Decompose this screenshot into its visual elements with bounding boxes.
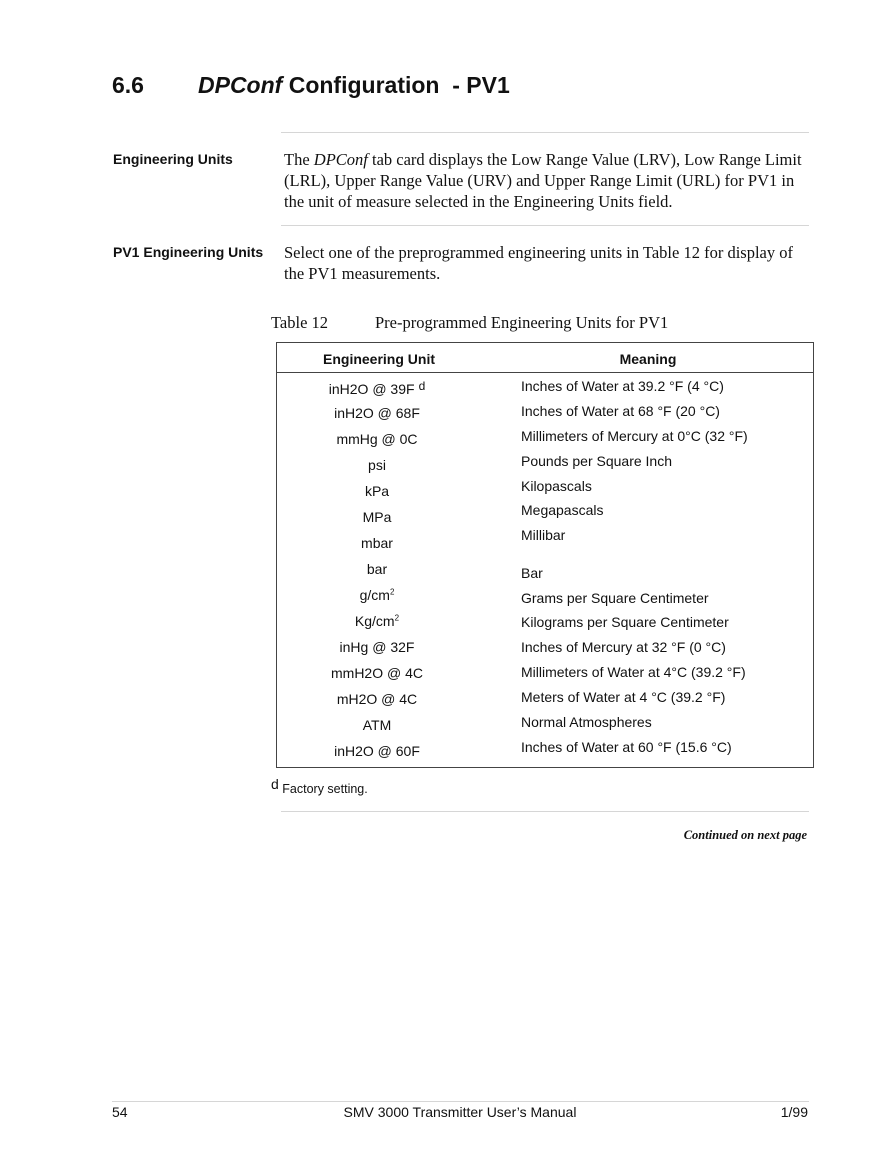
footer-title: SMV 3000 Transmitter User’s Manual (343, 1104, 577, 1120)
section-divider (281, 225, 809, 226)
meaning-cell: Bar (521, 565, 543, 581)
unit-cell: inH2O @ 68F (334, 405, 420, 421)
meaning-cell: Inches of Water at 68 °F (20 °C) (521, 403, 720, 419)
pv1-engineering-units-label: PV1 Engineering Units (113, 244, 264, 260)
continued-note: Continued on next page (683, 828, 807, 842)
footnote-mark: d (271, 776, 279, 792)
footnote-text: Factory setting. (278, 782, 368, 796)
meaning-cell: Kilopascals (521, 478, 592, 494)
section-divider (281, 811, 809, 812)
meaning-cell: Millimeters of Water at 4°C (39.2 °F) (521, 664, 746, 680)
table-footnote (271, 776, 368, 796)
section-divider (281, 132, 809, 133)
unit-cell: inHg @ 32F (339, 639, 415, 655)
meaning-cell: Millimeters of Mercury at 0°C (32 °F) (521, 428, 748, 444)
section-heading (112, 72, 510, 99)
meaning-cell: Inches of Water at 39.2 °F (4 °C) (521, 378, 724, 394)
table-caption-title: Pre-programmed Engineering Units for PV1 (375, 313, 669, 332)
unit-cell: mmHg @ 0C (336, 431, 418, 447)
table-header-unit: Engineering Unit (323, 351, 435, 367)
meaning-cell: Kilograms per Square Centimeter (521, 614, 729, 630)
engineering-units-label: Engineering Units (113, 151, 233, 167)
unit-cell: kPa (364, 483, 390, 499)
footer-page-number: 54 (112, 1104, 128, 1120)
meaning-cell: Normal Atmospheres (521, 714, 652, 730)
unit-cell: mbar (361, 535, 393, 551)
footer-divider (112, 1101, 809, 1102)
section-title-italic: DPConf (198, 72, 283, 98)
units-table (276, 342, 814, 768)
meaning-cell: Meters of Water at 4 °C (39.2 °F) (521, 689, 726, 705)
unit-cell: MPa (362, 509, 392, 525)
unit-cell: mH2O @ 4C (336, 691, 418, 707)
unit-cell: ATM (362, 717, 392, 733)
unit-cell: bar (366, 561, 388, 577)
unit-cell: inH2O @ 60F (334, 743, 420, 759)
factory-setting-mark: d (418, 379, 426, 393)
section-title: Configuration - PV1 (282, 72, 510, 98)
pv1-engineering-units-text: Select one of the preprogrammed engineering units in Table 12 for display of the PV1 measurements. (284, 243, 793, 283)
meaning-cell: Grams per Square Centimeter (521, 590, 709, 606)
table-header-meaning: Meaning (619, 351, 677, 367)
table-caption-number: Table 12 (271, 313, 329, 332)
unit-cell: $Kg/cm^2$ (354, 613, 400, 629)
unit-cell: mmH2O @ 4C (331, 665, 423, 681)
engineering-units-text: The DPConf tab card displays the Low Range Value (LRV), Low Range Limit (LRL), Upper Range Value (URV) and Upper Range Limit (URL) for PV1 in the unit of measure selected in the Engineering Units field. (284, 150, 802, 211)
unit-cell: $g/cm^2$ (359, 587, 395, 603)
meaning-cell: Inches of Mercury at 32 °F (0 °C) (521, 639, 726, 655)
unit-cell: psi (368, 457, 386, 473)
table-caption (271, 313, 669, 333)
meaning-cell: Inches of Water at 60 °F (15.6 °C) (521, 739, 732, 755)
meaning-cell: Megapascals (521, 502, 604, 518)
table-header-divider (277, 372, 813, 373)
footer-date: 1/99 (780, 1104, 808, 1120)
section-number: 6.6 (112, 72, 144, 98)
meaning-cell: Pounds per Square Inch (521, 453, 672, 469)
meaning-cell: Millibar (521, 527, 566, 543)
unit-cell: inH2O @ 39F d (328, 379, 426, 397)
